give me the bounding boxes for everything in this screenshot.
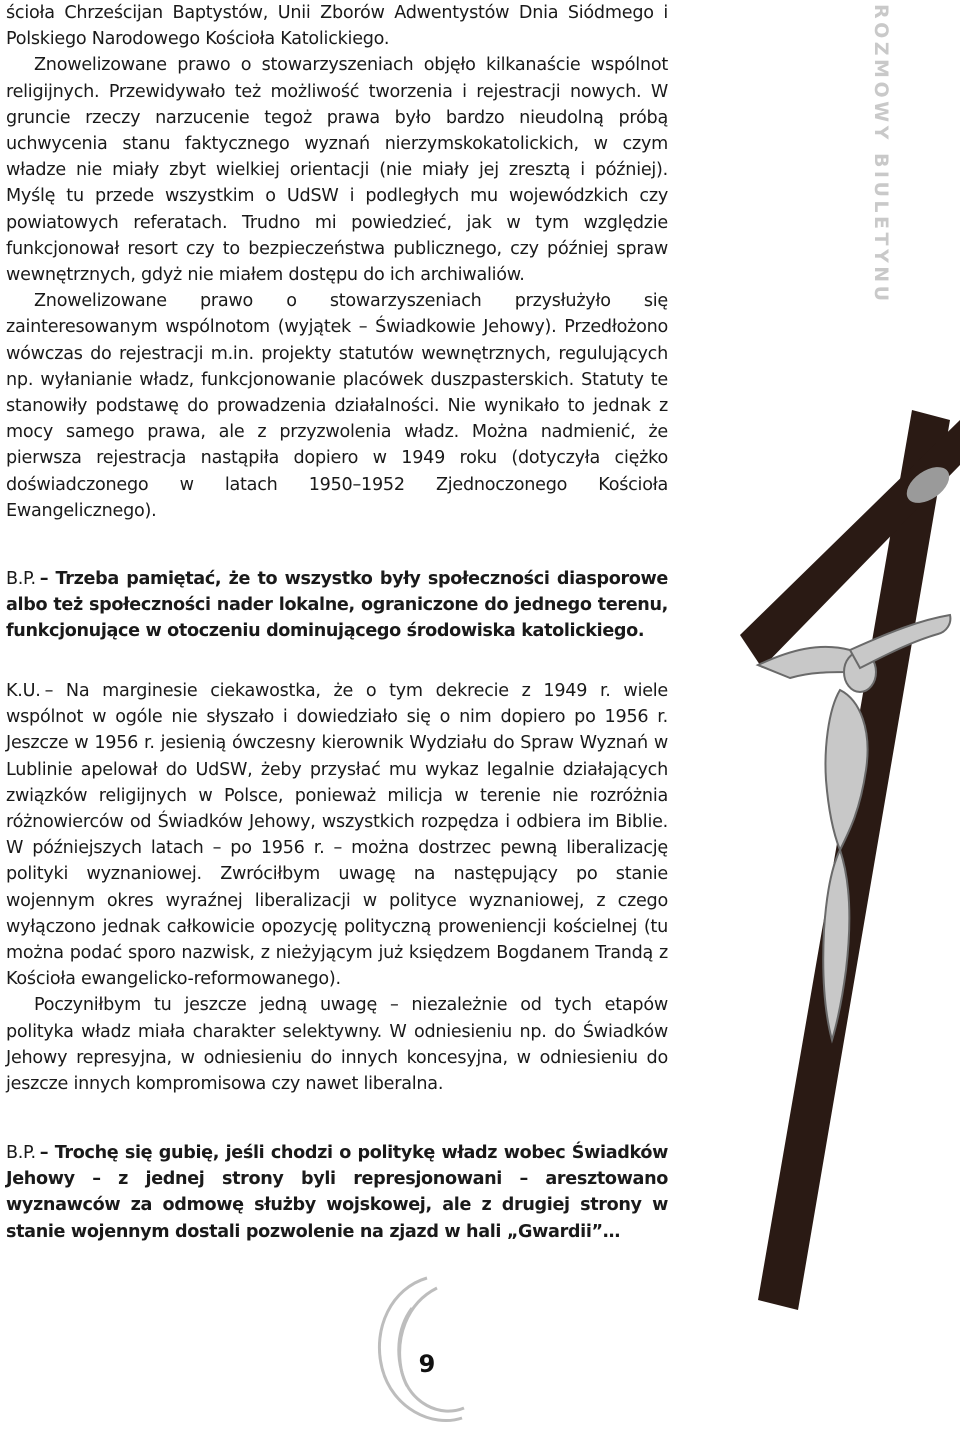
page-number: 9 <box>418 1350 436 1378</box>
question-2 <box>6 1140 668 1245</box>
intro-paragraph-3: Znowelizowane prawo o stowarzyszeniach przysłużyło się zainteresowanym wspólnotom (wyjątek – Świadkowie Jehowy). Przedłożono wówczas do rejestracji m.in. projekty statutów wewnętrznych, regulujących np. wyłanianie władz, funkcjonowanie placówek duszpasterskich. Statuty te stanowiły podstawę do prowadzenia działalności. Nie wynikało to jednak z mocy samego prawa, ale z przyzwolenia władz. Można nadmienić, że pierwsza rejestracja nastąpiła dopiero w 1949 roku (dotyczyła ciężko doświadczonego w latach 1950–1952 Zjednoczonego Kościoła Ewangelicznego). <box>6 291 668 521</box>
intro-paragraph-2: Znowelizowane prawo o stowarzyszeniach objęło kilkanaście wspólnot religijnych. Przewidywało też możliwość tworzenia i rejestracji nowych. W gruncie rzeczy narzucenie tegoż prawa było bardzo nieudolną próbą uchwycenia stanu faktycznego wyznań nierzymskokatolickich, w czym władze nie miały zbyt wielkiej orientacji (nie miały jej zresztą i później). Myślę tu przede wszystkim o UdSW i podległych mu wojewódzkich czy powiatowych referatach. Trudno mi powiedzieć, jak w tym względzie funkcjonował resort czy to bezpieczeństwa publicznego, czy później spraw wewnętrznych, gdyż nie miałem dostępu do ich archiwaliów. <box>6 55 668 286</box>
intro-paragraph-1: ścioła Chrześcijan Baptystów, Unii Zborów Adwentystów Dnia Siódmego i Polskiego Narodowego Kościoła Katolickiego. <box>6 3 668 50</box>
answer-1 <box>6 678 668 1097</box>
section-label: ROZMOWY BIULETYNU <box>870 4 892 305</box>
question-2-text: – Trochę się gubię, jeśli chodzi o politykę władz wobec Świadków Jehowy – z jednej strony byli represjonowani – aresztowano wyznawców za odmowę służby wojskowej, ale z drugiej strony w stanie wojennym dostali pozwolenie na zjazd w hali „Gwardii”… <box>6 1143 668 1242</box>
answer-1-paragraph-2: Poczyniłbym tu jeszcze jedną uwagę – niezależnie od tych etapów polityka władz miała charakter selektywny. W odniesieniu np. do Świadków Jehowy represyjna, w odniesieniu do innych koncesyjna, w odniesieniu do jeszcze innych kompromisowa czy nawet liberalna. <box>6 995 668 1095</box>
speaker-initials: B.P. <box>6 1143 36 1163</box>
question-1-paragraph <box>6 566 668 645</box>
crucifix-image <box>700 410 960 1310</box>
answer-1-paragraph-1 <box>6 678 668 992</box>
speaker-initials: B.P. <box>6 569 36 589</box>
question-1-text: – Trzeba pamiętać, że to wszystko były społeczności diasporowe albo też społeczności nader lokalne, ograniczone do jednego terenu, funkcjonujące w otoczeniu dominującego środowiska katolickiego. <box>6 569 668 642</box>
speaker-initials: K.U. <box>6 681 41 701</box>
answer-1-text: – Na marginesie ciekawostka, że o tym dekrecie z 1949 r. wiele wspólnot w ogóle nie słyszało i dowiedziało się o nim dopiero po 1956 r. Jeszcze w 1956 r. jesienią ówczesny kierownik Wydziału do Spraw Wyznań w Lublinie apelował do UdSW, żeby przysłać mu wykaz legalnie działających związków religijnych w Polsce, ponieważ milicja w terenie nie rozróżnia różnowierców od Świadków Jehowy, wszystkich rozpędza i odbiera im Biblie. W późniejszych latach – po 1956 r. – można dostrzec pewną liberalizację polityki wyznaniowej. Zwróciłbym uwagę na następujący po stanie wojennym okres wyraźnej liberalizacji w polityce wyznaniowej, z czego wyłączono jednak całkowicie opozycję polityczną proweniencji kościelnej (tu można podać sporo nazwisk, z nieżyjącym już księdzem Bogdanem Trandą z Kościoła ewangelicko-reformowanego). <box>6 681 668 990</box>
intro-section <box>6 0 668 524</box>
question-2-paragraph <box>6 1140 668 1245</box>
question-1 <box>6 566 668 645</box>
